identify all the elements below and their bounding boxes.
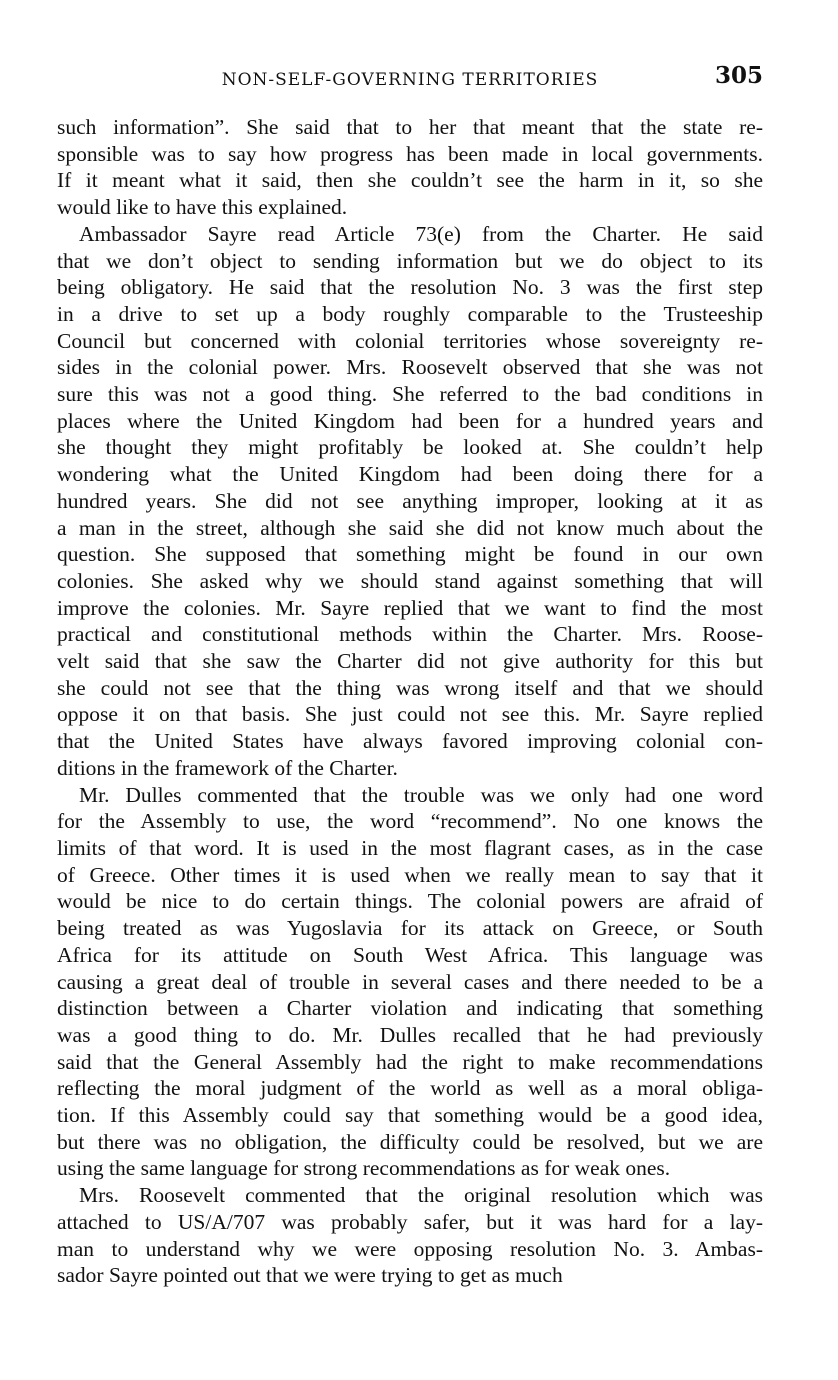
text-line: ditions in the framework of the Charter. [57,755,398,780]
text-line: she could not see that the thing was wrong itself and that we should [57,675,763,700]
text-line: Mrs. Roosevelt commented that the original resolution which was [79,1183,763,1208]
text-line: Ambassador Sayre read Article 73(e) from the Charter. He said [79,221,763,246]
text-line: velt said that she saw the Charter did not give authority for this but [57,649,763,674]
text-line: a man in the street, although she said she did not know much about the [57,515,763,540]
text-line: places where the United Kingdom had been for a hundred years and [57,408,763,433]
page-number: 305 [714,62,763,89]
text-line: tion. If this Assembly could say that something would be a good idea, [57,1103,763,1128]
running-title: NON-SELF-GOVERNING TERRITORIES [221,70,599,90]
text-line: sides in the colonial power. Mrs. Roosevelt observed that she was not [57,355,763,380]
text-line: would like to have this explained. [57,195,348,220]
text-line: said that the General Assembly had the right to make recommendations [57,1049,763,1074]
text-line: causing a great deal of trouble in several cases and there needed to be a [57,969,763,994]
text-line: limits of that word. It is used in the most flagrant cases, as in the case [57,835,763,860]
text-line: improve the colonies. Mr. Sayre replied that we want to find the most [57,595,763,620]
paragraph [57,1182,763,1289]
text-line: sponsible was to say how progress has been made in local governments. [57,141,763,166]
text-line: was a good thing to do. Mr. Dulles recalled that he had previously [57,1022,763,1047]
text-line: for the Assembly to use, the word “recommend”. No one knows the [57,809,763,834]
text-line: oppose it on that basis. She just could not see this. Mr. Sayre replied [57,702,763,727]
text-line: in a drive to set up a body roughly comparable to the Trusteeship [57,301,763,326]
text-line: attached to US/A/707 was probably safer, but it was hard for a lay- [57,1209,763,1234]
body-text [57,114,763,1289]
text-line: wondering what the United Kingdom had been doing there for a [57,462,763,487]
text-line: distinction between a Charter violation and indicating that something [57,996,763,1021]
text-line: practical and constitutional methods within the Charter. Mrs. Roose- [57,622,763,647]
text-line: she thought they might profitably be looked at. She couldn’t help [57,435,763,460]
text-line: being treated as was Yugoslavia for its attack on Greece, or South [57,916,763,941]
text-line: Council but concerned with colonial territories whose sovereignty re- [57,328,763,353]
running-head [57,62,763,96]
text-line: that we don’t object to sending information but we do object to its [57,248,763,273]
paragraph [57,114,763,221]
text-line: question. She supposed that something might be found in our own [57,542,763,567]
paragraph [57,782,763,1183]
text-line: being obligatory. He said that the resolution No. 3 was the first step [57,275,763,300]
text-line: Africa for its attitude on South West Africa. This language was [57,942,763,967]
text-line: sador Sayre pointed out that we were trying to get as much [57,1263,563,1288]
text-line: hundred years. She did not see anything improper, looking at it as [57,488,763,513]
text-line: Mr. Dulles commented that the trouble was we only had one word [79,782,763,807]
text-line: using the same language for strong recommendations as for weak ones. [57,1156,671,1181]
text-line: colonies. She asked why we should stand against something that will [57,568,763,593]
text-line: If it meant what it said, then she couldn’t see the harm in it, so she [57,168,763,193]
text-line: man to understand why we were opposing resolution No. 3. Ambas- [57,1236,763,1261]
text-line: reflecting the moral judgment of the world as well as a moral obliga- [57,1076,763,1101]
text-line: would be nice to do certain things. The colonial powers are afraid of [57,889,763,914]
text-line: but there was no obligation, the difficulty could be resolved, but we are [57,1129,763,1154]
paragraph [57,221,763,782]
text-line: of Greece. Other times it is used when we really mean to say that it [57,862,763,887]
text-line: that the United States have always favored improving colonial con- [57,729,763,754]
text-line: sure this was not a good thing. She referred to the bad conditions in [57,382,763,407]
text-line: such information”. She said that to her that meant that the state re- [57,115,763,139]
